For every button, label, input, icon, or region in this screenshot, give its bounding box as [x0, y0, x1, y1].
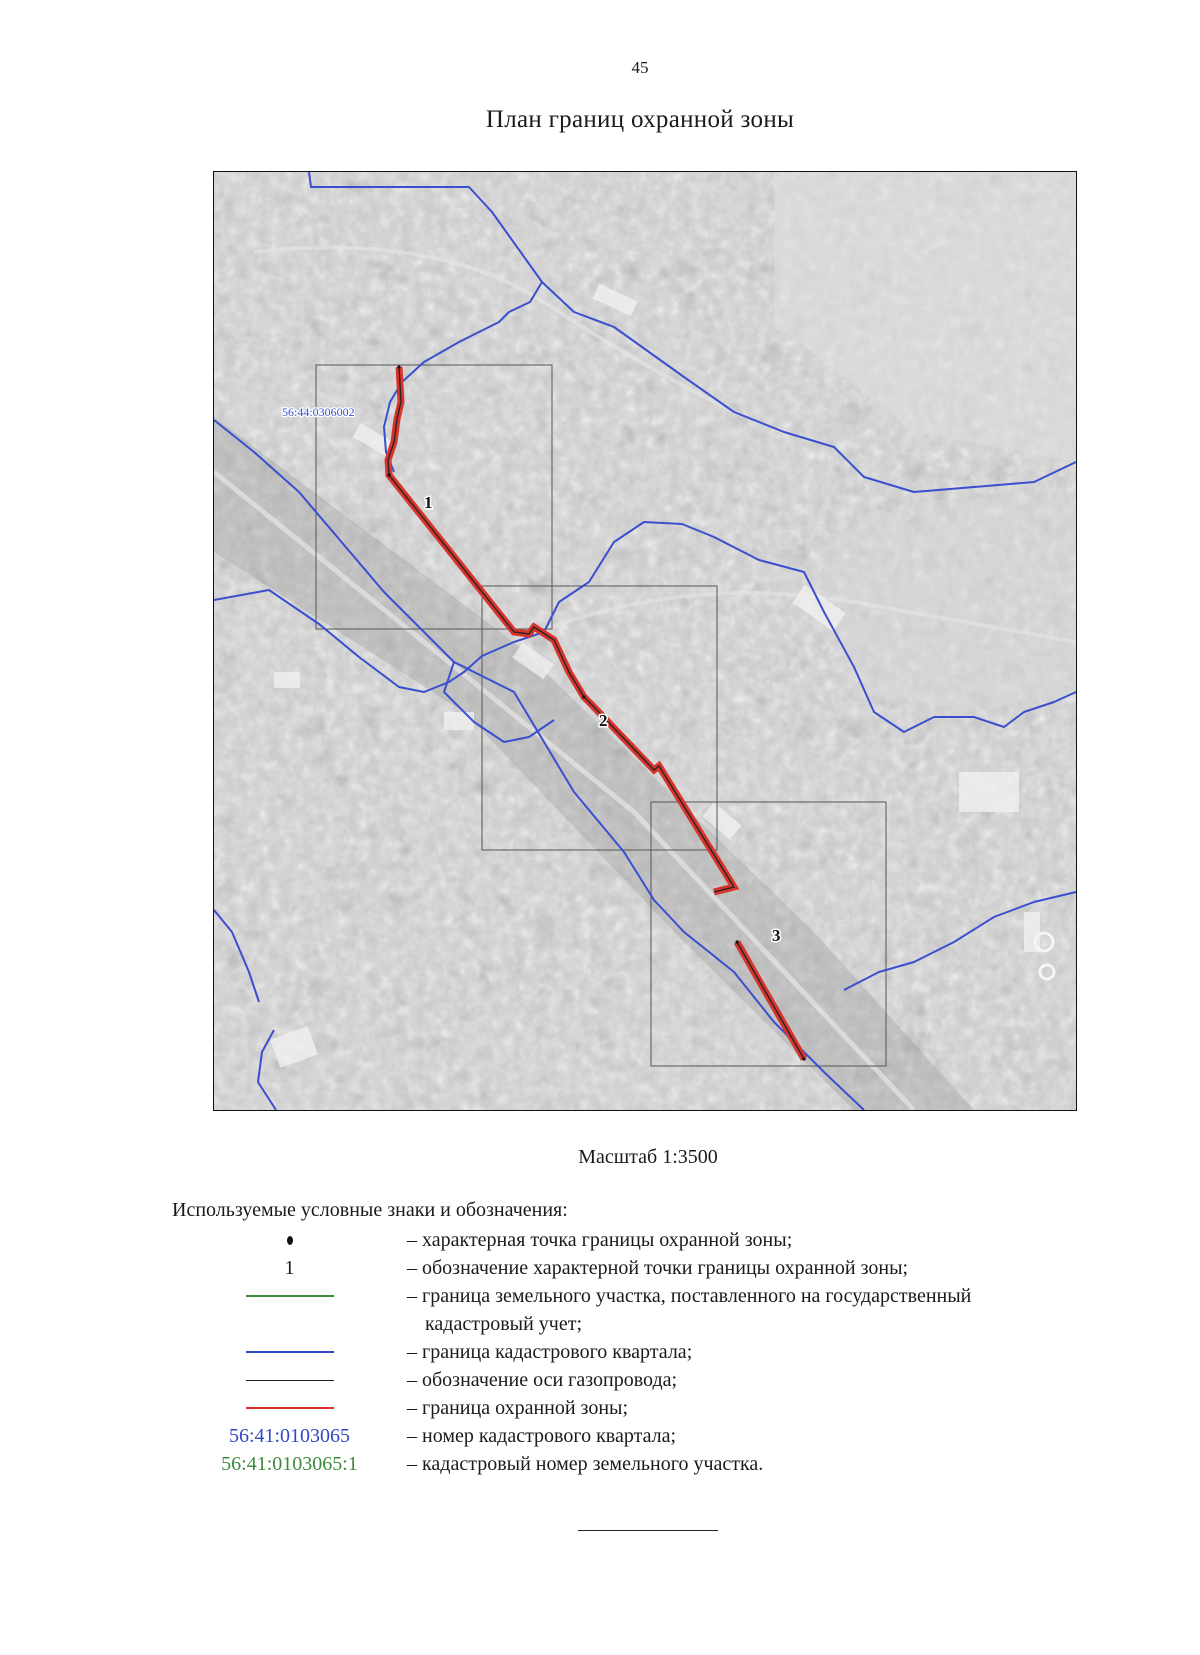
blue-line-icon: [246, 1351, 334, 1353]
legend-text: – номер кадастрового квартала;: [407, 1425, 677, 1447]
legend-text-line: – граница земельного участка, поставленного на государственный: [407, 1285, 972, 1307]
legend-item: [172, 1450, 1132, 1478]
legend-text-line: кадастровый учет;: [425, 1313, 583, 1335]
legend-text: – обозначение характерной точки границы охранной зоны;: [407, 1257, 909, 1279]
legend-heading: Используемые условные знаки и обозначения:: [172, 1199, 568, 1221]
map-canvas: [214, 172, 1076, 1110]
green-line-icon: [246, 1295, 334, 1297]
black-line-icon: [246, 1380, 334, 1381]
legend-text: – кадастровый номер земельного участка.: [407, 1453, 764, 1475]
legend-symbol: [172, 1366, 407, 1394]
page-number: 45: [631, 58, 649, 77]
legend-text: – граница охранной зоны;: [407, 1397, 629, 1419]
legend-symbol: 1: [284, 1256, 295, 1279]
legend-symbol: [172, 1226, 407, 1254]
legend-item: [172, 1366, 1132, 1394]
point-label-1: 1: [424, 493, 433, 512]
legend-symbol: [172, 1338, 407, 1366]
legend-text: [407, 1282, 971, 1338]
legend-symbol: 56:41:0103065: [228, 1424, 351, 1447]
point-label-2: 2: [599, 711, 608, 730]
legend-text: – граница кадастрового квартала;: [407, 1341, 693, 1363]
point-marker-icon: [287, 1236, 293, 1245]
legend-item: [172, 1338, 1132, 1366]
legend-symbol: [172, 1394, 407, 1422]
legend-item: [172, 1254, 1132, 1282]
legend-item: [172, 1282, 1132, 1338]
legend-text: – обозначение оси газопровода;: [407, 1369, 678, 1391]
point-label-3: 3: [772, 926, 781, 945]
legend-text: – характерная точка границы охранной зоны;: [407, 1229, 793, 1251]
quarter-label: 56:44:0306002: [282, 405, 355, 419]
legend-symbol: [172, 1282, 407, 1310]
legend-item: [172, 1394, 1132, 1422]
legend-item: [172, 1226, 1132, 1254]
red-line-icon: [246, 1407, 334, 1409]
map-scale: Масштаб 1:3500: [578, 1146, 718, 1168]
map-frame: [213, 171, 1077, 1111]
page-title: План границ охранной зоны: [485, 106, 795, 133]
legend-item: [172, 1422, 1132, 1450]
legend: [172, 1226, 1132, 1478]
bottom-rule: [578, 1530, 718, 1531]
legend-symbol: 56:41:0103065:1: [221, 1452, 358, 1475]
